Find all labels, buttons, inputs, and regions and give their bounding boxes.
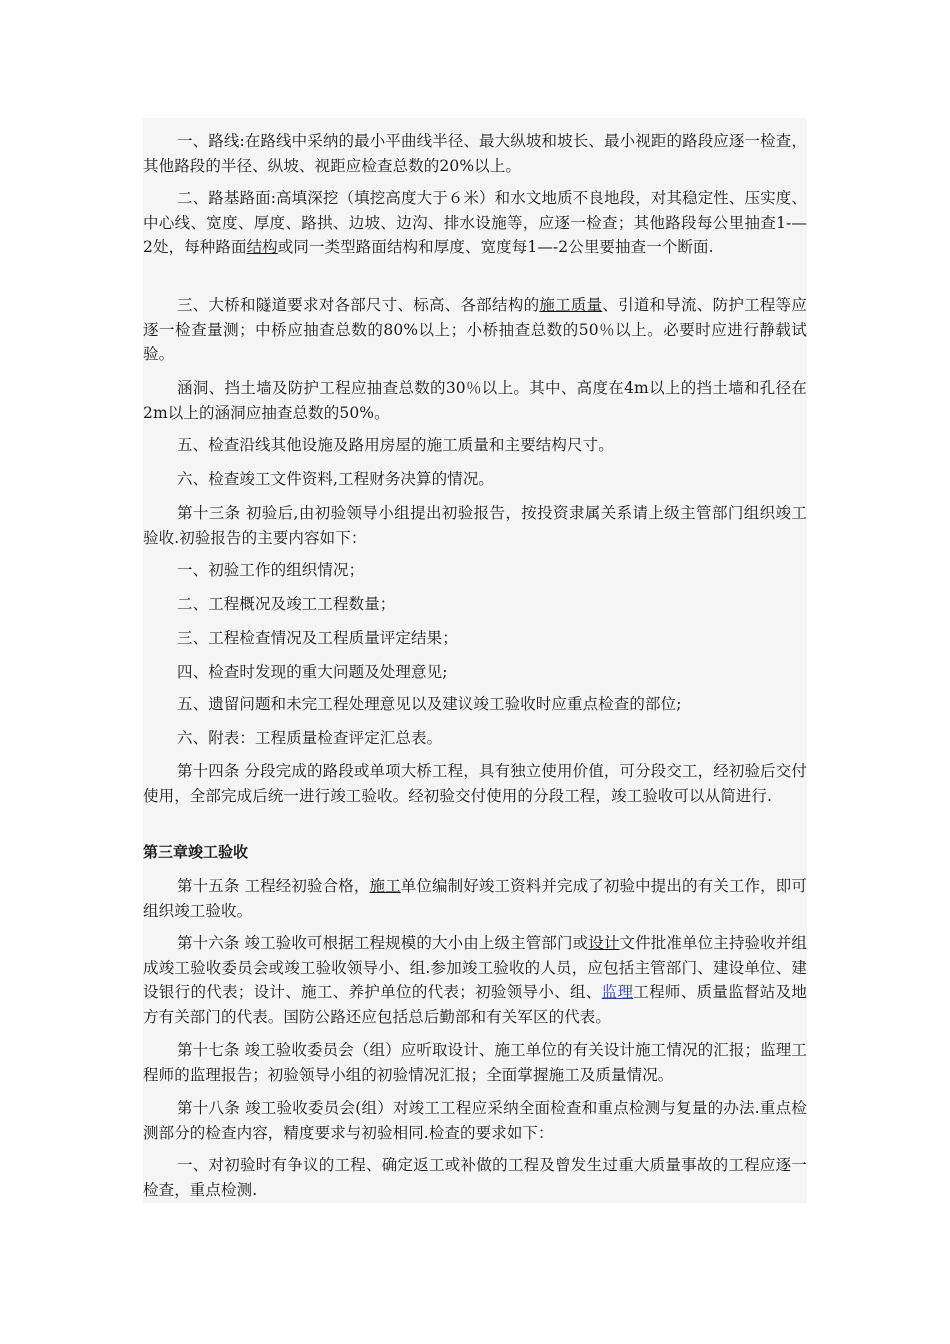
paragraph-text: 二、路基路面:高填深挖（填挖高度大于６米）和水文地质不良地段，对其稳定性、压实度、中心线、宽度、厚度、路拱、边坡、边沟、排水设施等，应逐一检查；其他路段每公里抽查1-—2处，每种路面	[143, 189, 807, 257]
paragraph-article-13: 第十三条 初验后,由初验领导小组提出初验报告，按投资隶属关系请上级主管部门组织竣工验收.初验报告的主要内容如下：	[143, 504, 807, 547]
paragraph-text: 或同一类型路面结构和厚度、宽度每1—-2公里要抽查一个断面.	[277, 238, 714, 257]
list-item: 六、附表：工程质量检查评定汇总表。	[177, 729, 443, 747]
paragraph-text: 文件批准单位主持验收并组成竣工验收委员会或竣工验收领导小、组.参加竣工验收的人员，应包括主管部门、建设单位、建设银行的代表；设计、施工、养护单位的代表；初验领导小、组、	[143, 934, 807, 1002]
list-item: 三、工程检查情况及工程质量评定结果；	[177, 629, 458, 647]
paragraph-text: 三、大桥和隧道要求对各部尺寸、标高、各部结构的	[177, 296, 540, 314]
document-page	[143, 118, 807, 1203]
paragraph-article-18: 第十八条 竣工验收委员会(组）对竣工工程应采纳全面检查和重点检测与复量的办法.重点检测部分的检查内容，精度要求与初验相同.检查的要求如下：	[143, 1099, 807, 1142]
link-construction-quality[interactable]: 施工质量	[539, 296, 603, 314]
list-item: 二、工程概况及竣工工程数量；	[177, 595, 396, 613]
list-item: 一、初验工作的组织情况；	[177, 561, 365, 579]
list-item: 五、遗留问题和未完工程处理意见以及建议竣工验收时应重点检查的部位;	[177, 695, 682, 713]
paragraph-text: 第十六条 竣工验收可根据工程规模的大小由上级主管部门或	[177, 934, 589, 952]
paragraph-facilities: 五、检查沿线其他设施及路用房屋的施工质量和主要结构尺寸。	[177, 436, 614, 454]
list-item: 四、检查时发现的重大问题及处理意见;	[177, 663, 448, 681]
paragraph-text: 工程师、质量监督站及地方有关部门的代表。国防公路还应包括总后勤部和有关军区的代表。	[143, 983, 808, 1027]
paragraph-documents: 六、检查竣工文件资料,工程财务决算的情况。	[177, 470, 495, 488]
paragraph-route-inspection: 一、路线:在路线中采纳的最小平曲线半径、最大纵坡和坡长、最小视距的路段应逐一检查，其他路段的半径、纵坡、视距应检查总数的20%以上。	[143, 132, 807, 175]
paragraph-article-17: 第十七条 竣工验收委员会（组）应听取设计、施工单位的有关设计施工情况的汇报；监理工程师的监理报告；初验领导小组的初验情况汇报；全面掌握施工及质量情况。	[143, 1041, 807, 1084]
paragraph-text: 单位编制好竣工资料并完成了初验中提出的有关工作，即可组织竣工验收。	[143, 877, 807, 920]
link-design[interactable]: 设计	[588, 934, 620, 952]
paragraph-text: 、引道和导流、防护工程等应逐一检查量测；中桥应抽查总数的80%以上；小桥抽查总数的50％以上。必要时应进行静载试验。	[143, 296, 807, 364]
chapter-heading: 第三章竣工验收	[143, 843, 249, 861]
link-supervision[interactable]: 监理	[601, 983, 634, 1002]
paragraph-article-16	[143, 931, 807, 1030]
link-construction[interactable]: 施工	[369, 877, 401, 895]
paragraph-text: 第十五条 工程经初验合格，	[177, 877, 370, 895]
paragraph-article-15	[143, 874, 807, 923]
paragraph-subgrade-pavement	[143, 186, 807, 260]
paragraph-article-14: 第十四条 分段完成的路段或单项大桥工程，具有独立使用价值，可分段交工，经初验后交付使用，全部完成后统一进行竣工验收。经初验交付使用的分段工程，竣工验收可以从简进行.	[143, 762, 807, 805]
link-structure[interactable]: 结构	[246, 238, 278, 257]
paragraph-bridge-tunnel	[143, 293, 807, 367]
paragraph-inspection-requirement: 一、对初验时有争议的工程、确定返工或补做的工程及曾发生过重大质量事故的工程应逐一检查，重点检测.	[143, 1156, 807, 1199]
paragraph-culvert: 涵洞、挡土墙及防护工程应抽查总数的30％以上。其中、高度在4m以上的挡土墙和孔径在2m以上的涵洞应抽查总数的50%。	[143, 379, 807, 422]
